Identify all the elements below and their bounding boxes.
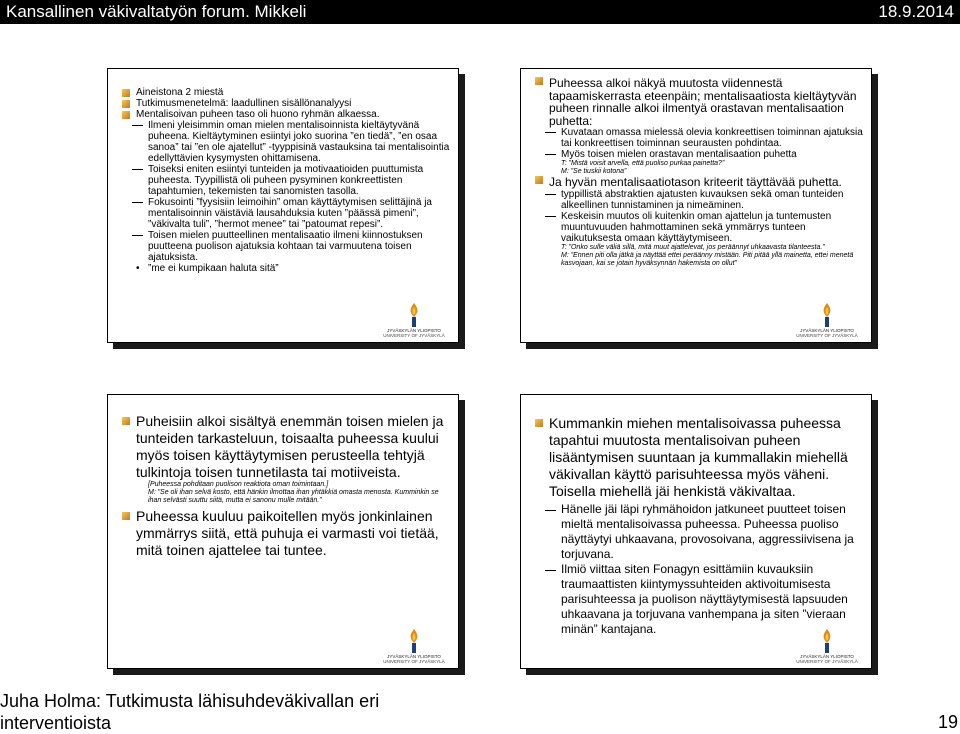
torch-icon <box>819 628 835 654</box>
slide2-quote-1: T: ”Mistä voisit arvella, että puoliso purkaa painetta?” <box>561 160 725 167</box>
footer-line-2: interventioista <box>0 713 112 733</box>
slide1-bullet-2: Tutkimusmenetelmä: laadullinen sisällönanalyysi <box>118 98 452 109</box>
header-bar <box>0 0 960 24</box>
university-logo: JYVÄSKYLÄN YLIOPISTO UNIVERSITY OF JYVÄSKYLÄ <box>789 628 865 664</box>
footer-text <box>0 690 379 734</box>
slide4-sub-1: Hänelle jäi läpi ryhmähoidon jatkuneet puutteet toisen mieltä mentalisoivassa puheessa. Puheessa puoliso näyttäytyi uhkaavana, provosoivana, aggressiivisena ja torjuvana. <box>531 502 865 562</box>
slide3-bullet-2: Puheessa kuuluu paikoitellen myös jonkinlainen ymmärrys siitä, että puhuja ei varmasti voi tietää, mitä toinen ajattelee tai tuntee. <box>118 508 452 559</box>
slide2-sub-4: Keskeisin muutos oli kuitenkin oman ajattelun ja tuntemusten muuntuvuuden hahmottaminen sekä ymmärrys tunteen vaikutuksesta omaan käyttäytymiseen. <box>531 211 865 244</box>
slide3-quote-1: [Puheessa pohditaan puolison reaktiota oman toimintaan.] <box>148 481 329 488</box>
slide1-bullet-3: Mentalisoivan puheen taso oli huono ryhmän alkaessa. <box>118 109 452 120</box>
slide3-quote-2: M: ”Se oli ihan selvä kosto, että hänkin ilmottaa ihan yhtäkkiä omasta menosta. Kumminkin se ihan selvästi suuttu siitä, mutta ei sanonu mulle mitään.” <box>148 489 439 504</box>
slide2-sub-2: Myös toisen mielen orastavan mentalisaation puhetta <box>531 149 865 160</box>
torch-icon <box>819 302 835 328</box>
slide3-bullet-1: Puheisiin alkoi sisältyä enemmän toisen mielen ja tunteiden tarkasteluun, toisaalta puheessa kuului myös toisen käyttäytymisen perusteella tehtyjä tulkintoja toisen tunnetilasta tai motiiveista. <box>118 413 452 481</box>
conference-title: Kansallinen väkivaltatyön forum. Mikkeli <box>6 2 307 21</box>
slide1-sub-2: Toiseksi eniten esiintyi tunteiden ja motivaatioiden puuttumista puheesta. Tyypillistä oli puheen pysyminen konkreettisten tapahtumien, tekemisten tai sanomisten tasolla. <box>118 164 452 197</box>
slide2-bullet-2: Ja hyvän mentalisaatiotason kriteerit täyttävää puhetta. <box>531 176 865 189</box>
slide1-dot-1: • ”me ei kumpikaan haluta sitä” <box>118 263 452 274</box>
slide1-sub-4: Toisen mielen puutteellinen mentalisaatio ilmeni kiinnostuksen puutteena puolison ajatuksia kohtaan tai varmuutena toisen ajatuksista. <box>118 230 452 263</box>
slide4-sub-2: Ilmiö viittaa siten Fonagyn esittämiin kuvauksiin traumaattisten kiintymyssuhteiden aktivoitumisesta parisuhteessa ja puolison näyttäytymisestä lapsuuden uhkaavana ja torjuvana vanhempana ja siten ”vieraan minän” kantajana. <box>531 562 865 637</box>
date: 18.9.2014 <box>878 2 954 21</box>
slide1-sub-1: Ilmeni yleisimmin oman mielen mentalisoinnista kieltäytyvänä puheena. Kieltäytyminen esiintyi joko suorina ”en tiedä”, ”en osaa sanoa” tai ”en ole ajatellut” -tyyppisinä vastauksina tai mentalisointia edellyttävien kysymysten ohittamisena. <box>118 120 452 164</box>
slide-4 <box>520 394 872 669</box>
slide2-quote-4: M: ”Ennen piti olla jätkä ja näyttää ettei peräänny mistään. Piti pitää yllä mainetta, ettei menetä kasvojaan, kai se jotain hyväksynnän hakemista on ollut” <box>561 251 854 267</box>
slide1-bullet-1: Aineistona 2 miestä <box>118 87 452 98</box>
page-number: 19 <box>937 712 958 732</box>
slide2-sub-3: typpillistä abstraktien ajatusten kuvauksen sekä oman tunteiden alkeellinen tunnistaminen ja nimeäminen. <box>531 189 865 211</box>
slide2-quote-2: M: ”Se tiuskii kotona” <box>561 168 627 175</box>
slide2-bullet-1: Puheessa alkoi näkyä muutosta viidennestä tapaamiskerrasta eteenpäin; mentalisaatiosta kieltäytyvän puheen rinnalle alkoi ilmentyä orastavan mentalisaation puhetta: <box>531 77 865 127</box>
slide1-sub-3: Fokusointi ”fyysisiin leimoihin” oman käyttäytymisen selittäjinä ja mentalisoinnin väistäviä lausahduksia kuten ”päässä pimeni”, ”väkivalta tuli”, ”hermot menee” tai ”patoumat repesi”. <box>118 197 452 230</box>
slide2-sub-1: Kuvataan omassa mielessä olevia konkreettisen toiminnan ajatuksia tai konkreettisen toiminnan seurausten pohdintaa. <box>531 127 865 149</box>
university-logo: JYVÄSKYLÄN YLIOPISTO UNIVERSITY OF JYVÄSKYLÄ <box>789 302 865 338</box>
slide-1 <box>107 68 459 343</box>
slide-3 <box>107 394 459 669</box>
slide2-quote-3: T: ”Onko sulle väliä sillä, mitä muut ajattelevat, jos peräännyt uhkaavasta tilanteesta.” <box>561 243 825 251</box>
footer-line-1: Juha Holma: Tutkimusta lähisuhdeväkivallan eri <box>0 691 380 711</box>
university-logo: JYVÄSKYLÄN YLIOPISTO UNIVERSITY OF JYVÄSKYLÄ <box>376 302 452 338</box>
slide-2 <box>520 68 872 343</box>
torch-icon <box>406 628 422 654</box>
university-logo: JYVÄSKYLÄN YLIOPISTO UNIVERSITY OF JYVÄSKYLÄ <box>376 628 452 664</box>
slide4-bullet-1: Kummankin miehen mentalisoivassa puheessa tapahtui muutosta mentalisoivan puheen lisääntymisen suuntaan ja kummallakin miehellä väkivallan käyttö parisuhteessa myös väheni. Toisella miehellä jäi henkistä väkivaltaa. <box>531 415 865 500</box>
torch-icon <box>406 302 422 328</box>
